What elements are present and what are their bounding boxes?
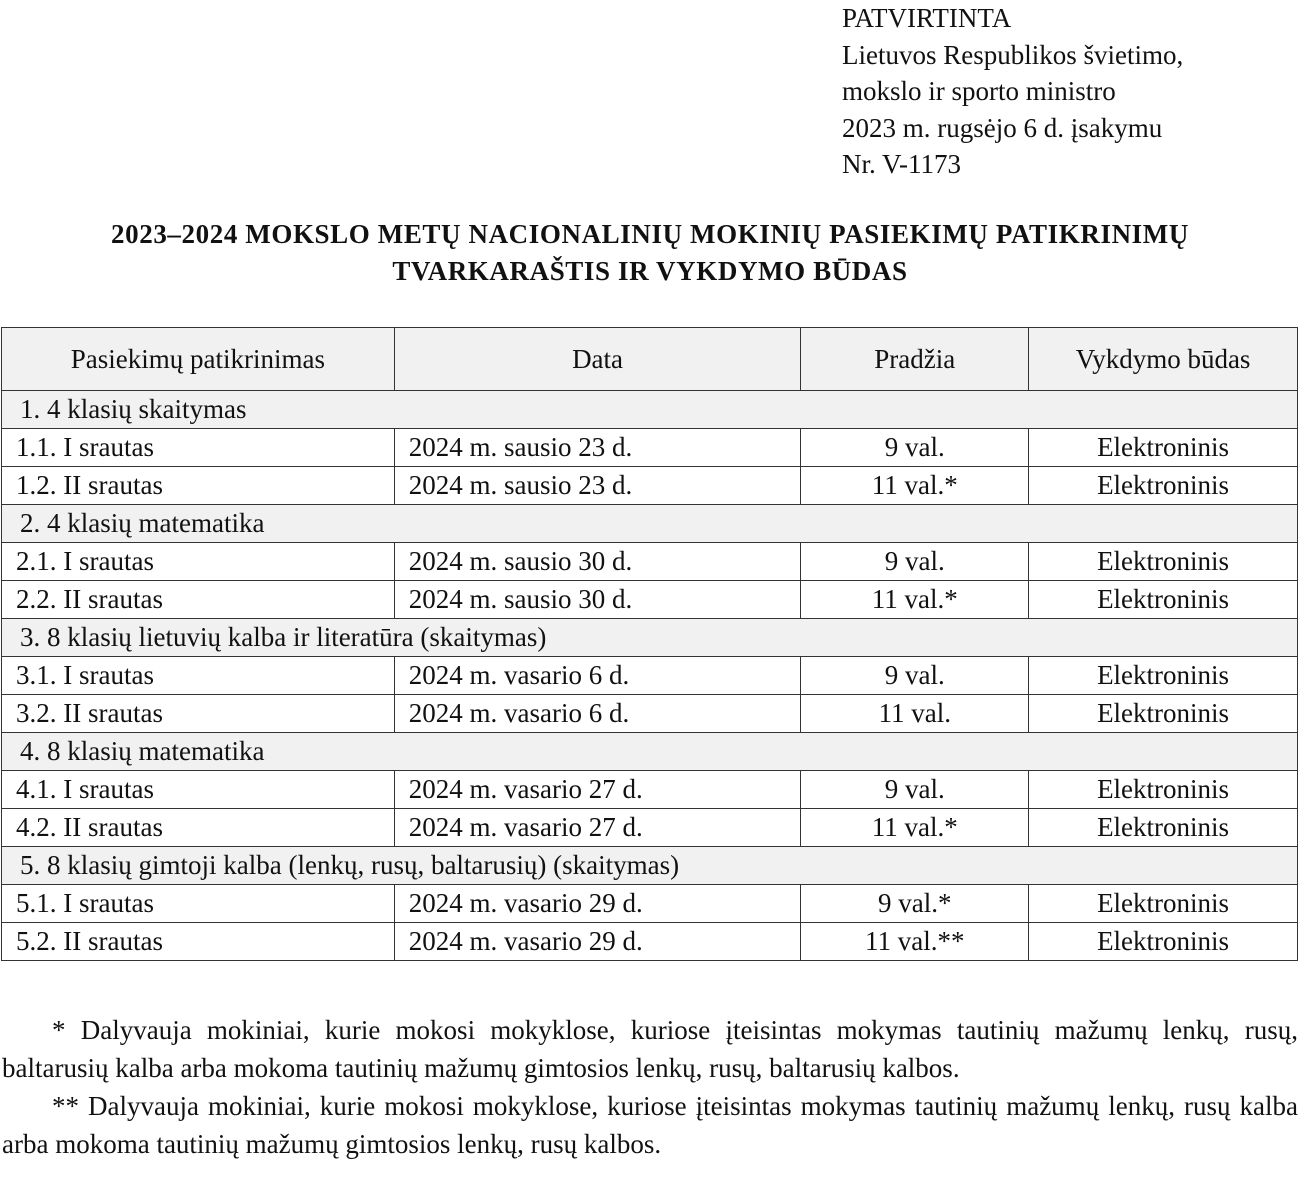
cell-start: 9 val. [801, 657, 1029, 695]
footnote-double-asterisk: ** Dalyvauja mokiniai, kurie mokosi mokyklose, kuriose įteisintas mokymas tautinių mažumų lenkų, rusų kalba arba mokoma tautinių mažumų gimtosios lenkų, rusų kalbos. [2, 1091, 1298, 1159]
cell-name: 1.2. II srautas [2, 467, 395, 505]
cell-name: 2.2. II srautas [2, 581, 395, 619]
cell-mode: Elektroninis [1029, 581, 1298, 619]
schedule-table [1, 327, 1298, 961]
table-row [2, 467, 1298, 505]
cell-name: 5.1. I srautas [2, 885, 395, 923]
table-row [2, 771, 1298, 809]
group-label: 2. 4 klasių matematika [2, 505, 1298, 543]
cell-date: 2024 m. vasario 6 d. [394, 695, 801, 733]
cell-mode: Elektroninis [1029, 771, 1298, 809]
group-row [2, 733, 1298, 771]
cell-date: 2024 m. sausio 30 d. [394, 581, 801, 619]
cell-mode: Elektroninis [1029, 885, 1298, 923]
column-header-date: Data [394, 328, 801, 391]
cell-start: 11 val. [801, 695, 1029, 733]
cell-name: 2.1. I srautas [2, 543, 395, 581]
cell-date: 2024 m. vasario 29 d. [394, 885, 801, 923]
cell-mode: Elektroninis [1029, 695, 1298, 733]
cell-start: 11 val.* [801, 581, 1029, 619]
table-row [2, 695, 1298, 733]
cell-date: 2024 m. sausio 23 d. [394, 429, 801, 467]
cell-mode: Elektroninis [1029, 543, 1298, 581]
group-row [2, 847, 1298, 885]
cell-name: 4.2. II srautas [2, 809, 395, 847]
table-row [2, 885, 1298, 923]
cell-date: 2024 m. vasario 29 d. [394, 923, 801, 961]
table-row [2, 581, 1298, 619]
approval-line: Nr. V-1173 [842, 149, 962, 180]
cell-name: 4.1. I srautas [2, 771, 395, 809]
document-title [0, 216, 1300, 290]
cell-name: 5.2. II srautas [2, 923, 395, 961]
table-row [2, 543, 1298, 581]
group-label: 3. 8 klasių lietuvių kalba ir literatūra (skaitymas) [2, 619, 1298, 657]
cell-name: 3.2. II srautas [2, 695, 395, 733]
cell-name: 1.1. I srautas [2, 429, 395, 467]
table-row [2, 657, 1298, 695]
table-row [2, 429, 1298, 467]
cell-date: 2024 m. sausio 23 d. [394, 467, 801, 505]
cell-start: 9 val. [801, 543, 1029, 581]
cell-start: 11 val.* [801, 809, 1029, 847]
group-label: 4. 8 klasių matematika [2, 733, 1298, 771]
column-header-assessment: Pasiekimų patikrinimas [2, 328, 395, 391]
cell-mode: Elektroninis [1029, 657, 1298, 695]
footnote-single-asterisk: * Dalyvauja mokiniai, kurie mokosi mokyklose, kuriose įteisintas mokymas tautinių mažumų lenkų, rusų, baltarusių kalba arba mokoma tautinių mažumų gimtosios lenkų, rusų, baltarusių kalbos. [2, 1015, 1298, 1083]
group-label: 1. 4 klasių skaitymas [2, 391, 1298, 429]
cell-start: 9 val. [801, 771, 1029, 809]
title-line-2: TVARKARAŠTIS IR VYKDYMO BŪDAS [392, 256, 908, 286]
footnotes [2, 1011, 1298, 1163]
group-row [2, 505, 1298, 543]
cell-name: 3.1. I srautas [2, 657, 395, 695]
column-header-mode: Vykdymo būdas [1029, 328, 1298, 391]
cell-mode: Elektroninis [1029, 809, 1298, 847]
cell-mode: Elektroninis [1029, 429, 1298, 467]
group-label: 5. 8 klasių gimtoji kalba (lenkų, rusų, baltarusių) (skaitymas) [2, 847, 1298, 885]
approval-line: mokslo ir sporto ministro [842, 76, 1116, 107]
table-row [2, 809, 1298, 847]
cell-date: 2024 m. vasario 27 d. [394, 809, 801, 847]
cell-start: 11 val.* [801, 467, 1029, 505]
cell-start: 9 val.* [801, 885, 1029, 923]
column-header-start: Pradžia [801, 328, 1029, 391]
group-row [2, 619, 1298, 657]
table-header-row [2, 328, 1298, 391]
cell-date: 2024 m. vasario 6 d. [394, 657, 801, 695]
cell-mode: Elektroninis [1029, 923, 1298, 961]
approval-line: PATVIRTINTA [842, 3, 1012, 33]
table-row [2, 923, 1298, 961]
approval-block [842, 0, 1183, 183]
cell-start: 11 val.** [801, 923, 1029, 961]
group-row [2, 391, 1298, 429]
cell-date: 2024 m. vasario 27 d. [394, 771, 801, 809]
cell-date: 2024 m. sausio 30 d. [394, 543, 801, 581]
cell-start: 9 val. [801, 429, 1029, 467]
cell-mode: Elektroninis [1029, 467, 1298, 505]
approval-line: Lietuvos Respublikos švietimo, [842, 39, 1184, 70]
approval-line: 2023 m. rugsėjo 6 d. įsakymu [842, 112, 1163, 143]
title-line-1: 2023–2024 MOKSLO METŲ NACIONALINIŲ MOKINIŲ PASIEKIMŲ PATIKRINIMŲ [111, 219, 1189, 249]
